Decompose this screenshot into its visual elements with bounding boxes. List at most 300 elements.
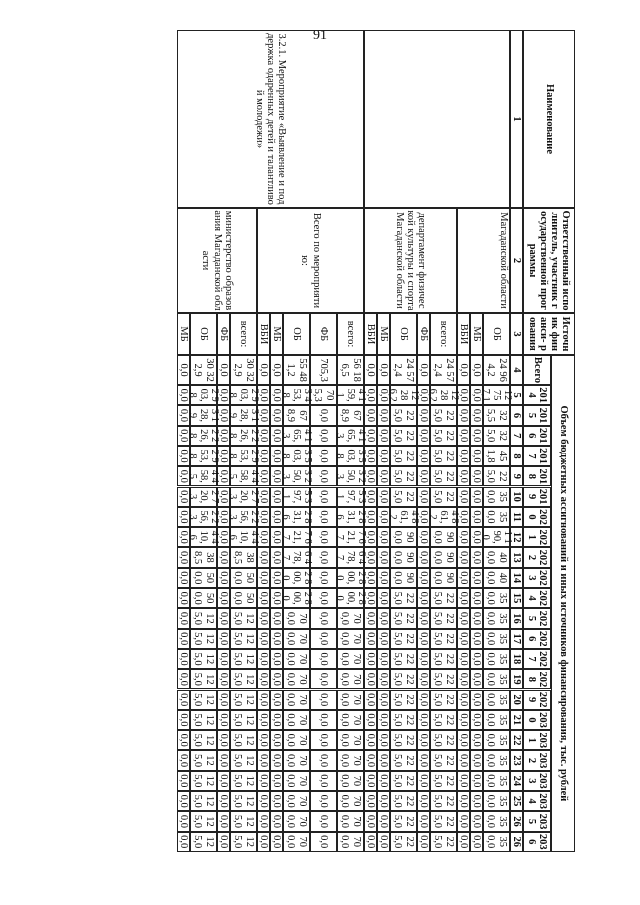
year-value-cell: 0,0	[177, 629, 190, 649]
col-number-7: 7	[510, 426, 523, 446]
year-value-cell: 0,0	[217, 487, 230, 507]
year-value-cell: 0,0	[217, 608, 230, 628]
col-number-22: 22	[510, 730, 523, 750]
year-value-cell: 0,0	[177, 750, 190, 770]
header-executor: Ответственный исполнитель, участник государственной программы	[523, 208, 575, 313]
col-number-16: 16	[510, 608, 523, 628]
year-value-cell: 0,0	[217, 791, 230, 811]
year-value-cell: 0,0	[217, 588, 230, 608]
year-value-cell: 0,0	[417, 832, 430, 852]
year-value-cell: 0,0	[457, 527, 470, 547]
year-value-cell: 0,0	[457, 730, 470, 750]
year-value-cell: 0,0	[257, 791, 270, 811]
year-value-cell: 0,0	[364, 791, 377, 811]
year-value-cell: 6 478,7	[337, 547, 364, 567]
year-value-cell: 225,0	[390, 710, 417, 730]
year-value-cell: 0,0	[417, 669, 430, 689]
year-value-cell: 0,0	[217, 750, 230, 770]
year-value-cell: 0,0	[270, 466, 283, 486]
year-value-cell: 0,0	[377, 791, 390, 811]
source-cell: ОБ	[390, 313, 417, 355]
year-value-cell: 0,0	[364, 608, 377, 628]
year-value-cell: 0,0	[177, 588, 190, 608]
source-cell: МБ	[470, 313, 483, 355]
year-value-cell: 0,0	[377, 811, 390, 831]
year-value-cell: 350,0	[483, 832, 510, 852]
year-value-cell: 0,0	[257, 730, 270, 750]
year-value-cell: 0,0	[177, 385, 190, 405]
total-cell: 24 572,4	[390, 355, 417, 385]
year-value-cell: 0,0	[310, 487, 337, 507]
year-value-cell: 0,0	[377, 547, 390, 567]
year-value-cell: 0,0	[257, 750, 270, 770]
year-value-cell: 0,0	[364, 385, 377, 405]
year-value-cell: 2 226,8	[190, 426, 217, 446]
year-value-cell: 225,0	[430, 669, 457, 689]
year-value-cell: 0,0	[310, 771, 337, 791]
name-cell-empty	[364, 30, 510, 208]
total-cell: 0,0	[457, 355, 470, 385]
year-value-cell: 0,0	[270, 507, 283, 527]
col-number-11: 11	[510, 507, 523, 527]
year-value-cell: 0,0	[310, 547, 337, 567]
year-value-cell: 0,0	[310, 608, 337, 628]
header-year-2032: 2032	[523, 750, 551, 770]
year-value-cell: 0,0	[257, 405, 270, 425]
year-value-cell: 3 453,8	[283, 385, 310, 405]
year-value-cell: 225,0	[390, 832, 417, 852]
year-value-cell: 0,0	[257, 446, 270, 466]
year-value-cell: 0,0	[417, 446, 430, 466]
year-value-cell: 0,0	[257, 690, 270, 710]
year-value-cell: 3 250,3	[337, 466, 364, 486]
year-value-cell: 0,0	[417, 426, 430, 446]
col-number-23: 23	[510, 750, 523, 770]
year-value-cell: 125,0	[230, 608, 257, 628]
source-cell: ФБ	[217, 313, 230, 355]
source-cell: ФБ	[417, 313, 430, 355]
year-value-cell: 0,0	[364, 507, 377, 527]
year-value-cell: 225,0	[430, 629, 457, 649]
year-value-cell: 0,0	[217, 466, 230, 486]
year-value-cell: 0,0	[364, 629, 377, 649]
year-value-cell: 350,0	[483, 690, 510, 710]
year-value-cell: 0,0	[177, 487, 190, 507]
year-value-cell: 350,0	[483, 608, 510, 628]
total-cell: 0,0	[217, 355, 230, 385]
year-value-cell: 900,0	[430, 547, 457, 567]
year-value-cell: 0,0	[377, 507, 390, 527]
year-value-cell: 125,0	[190, 811, 217, 831]
year-value-cell: 0,0	[417, 690, 430, 710]
col-number-27: 26	[510, 832, 523, 852]
year-value-cell: 0,0	[377, 710, 390, 730]
year-value-cell: 0,0	[457, 487, 470, 507]
year-value-cell: 700,0	[283, 832, 310, 852]
year-value-cell: 0,0	[470, 771, 483, 791]
year-value-cell: 0,0	[257, 710, 270, 730]
year-value-cell: 0,0	[417, 588, 430, 608]
year-value-cell: 4 159,1	[337, 385, 364, 405]
header-year-2029: 2029	[523, 690, 551, 710]
year-value-cell: 4 458,5	[230, 466, 257, 486]
year-value-cell: 0,0	[310, 629, 337, 649]
year-value-cell: 0,0	[257, 588, 270, 608]
year-value-cell: 125,0	[230, 629, 257, 649]
year-value-cell: 900,0	[390, 568, 417, 588]
year-value-cell: 0,0	[470, 507, 483, 527]
year-value-cell: 0,0	[377, 446, 390, 466]
year-value-cell: 0,0	[457, 750, 470, 770]
year-value-cell: 388,5	[230, 547, 257, 567]
year-value-cell: 0,0	[470, 629, 483, 649]
year-value-cell: 350,0	[483, 710, 510, 730]
year-value-cell: 0,0	[217, 710, 230, 730]
year-value-cell: 125,0	[190, 710, 217, 730]
year-value-cell: 700,0	[337, 771, 364, 791]
col-number-18: 18	[510, 649, 523, 669]
year-value-cell: 225,0	[430, 405, 457, 425]
year-value-cell: 225,0	[390, 608, 417, 628]
year-value-cell: 0,0	[257, 547, 270, 567]
year-value-cell: 0,0	[177, 426, 190, 446]
year-value-cell: 0,0	[470, 527, 483, 547]
year-value-cell: 0,0	[270, 426, 283, 446]
year-value-cell: 0,0	[364, 832, 377, 852]
year-value-cell: 0,0	[364, 811, 377, 831]
year-value-cell: 7 621,7	[283, 527, 310, 547]
year-value-cell: 125,0	[230, 811, 257, 831]
header-total: Всего	[523, 355, 551, 385]
year-value-cell: 0,0	[177, 811, 190, 831]
year-value-cell: 0,0	[177, 527, 190, 547]
col-number-6: 6	[510, 405, 523, 425]
header-year-2028: 2028	[523, 669, 551, 689]
source-cell: ВБИ	[257, 313, 270, 355]
year-value-cell: 350,0	[483, 649, 510, 669]
year-value-cell: 0,0	[257, 466, 270, 486]
year-value-cell: 700,0	[337, 791, 364, 811]
year-value-cell: 350,0	[483, 507, 510, 527]
year-value-cell: 0,0	[377, 690, 390, 710]
source-cell: ВБИ	[364, 313, 377, 355]
year-value-cell: 0,0	[177, 690, 190, 710]
year-value-cell: 4 410,6	[230, 527, 257, 547]
year-value-cell: 2 831,6	[337, 507, 364, 527]
year-value-cell: 0,0	[217, 690, 230, 710]
executor-cell: департамент физической культуры и спорта Магаданской области	[364, 208, 457, 313]
year-value-cell: 0,0	[177, 608, 190, 628]
year-value-cell: 0,0	[310, 568, 337, 588]
year-value-cell: 0,0	[217, 811, 230, 831]
year-value-cell: 125,0	[190, 832, 217, 852]
year-value-cell: 700,0	[283, 791, 310, 811]
year-value-cell: 0,0	[310, 588, 337, 608]
year-value-cell: 0,0	[470, 710, 483, 730]
year-value-cell: 0,0	[417, 527, 430, 547]
year-value-cell: 0,0	[270, 832, 283, 852]
year-value-cell: 0,0	[364, 466, 377, 486]
year-value-cell: 700,0	[283, 811, 310, 831]
year-value-cell: 0,0	[364, 588, 377, 608]
year-value-cell: 0,0	[457, 771, 470, 791]
year-value-cell: 0,0	[417, 466, 430, 486]
source-cell: ФБ	[310, 313, 337, 355]
year-value-cell: 0,0	[470, 568, 483, 588]
year-value-cell: 225,0	[430, 750, 457, 770]
year-value-cell: 0,0	[457, 710, 470, 730]
year-value-cell: 4 165,3	[283, 426, 310, 446]
year-value-cell: 700,0	[337, 710, 364, 730]
year-value-cell: 0,0	[377, 750, 390, 770]
year-value-cell: 125,0	[230, 750, 257, 770]
year-value-cell: 0,0	[417, 730, 430, 750]
source-cell: МБ	[177, 313, 190, 355]
year-value-cell: 6 478,7	[283, 547, 310, 567]
year-value-cell: 225,0	[390, 446, 417, 466]
year-value-cell: 0,0	[257, 487, 270, 507]
year-value-cell: 225,0	[430, 771, 457, 791]
year-value-cell: 2 800,0	[337, 568, 364, 588]
col-number-25: 25	[510, 791, 523, 811]
year-value-cell: 0,0	[217, 832, 230, 852]
header-year-2035: 2035	[523, 811, 551, 831]
year-value-cell: 0,0	[257, 629, 270, 649]
year-value-cell: 0,0	[270, 669, 283, 689]
year-value-cell: 0,0	[310, 466, 337, 486]
year-value-cell: 125,0	[190, 690, 217, 710]
year-value-cell: 0,0	[470, 791, 483, 811]
year-value-cell: 225,0	[430, 487, 457, 507]
year-value-cell: 0,0	[457, 832, 470, 852]
year-value-cell: 0,0	[377, 629, 390, 649]
header-name: Наименование	[523, 30, 575, 208]
year-value-cell: 900,0	[390, 547, 417, 567]
year-value-cell: 4 861,2	[390, 507, 417, 527]
year-value-cell: 225,0	[430, 690, 457, 710]
year-value-cell: 0,0	[310, 710, 337, 730]
year-value-cell: 0,0	[470, 588, 483, 608]
year-value-cell: 0,0	[470, 446, 483, 466]
year-value-cell: 225,0	[430, 832, 457, 852]
col-number-4: 4	[510, 355, 523, 385]
header-year-2031: 2031	[523, 730, 551, 750]
year-value-cell: 0,0	[177, 649, 190, 669]
year-value-cell: 0,0	[310, 426, 337, 446]
year-value-cell: 0,0	[270, 405, 283, 425]
total-cell: 0,0	[417, 355, 430, 385]
year-value-cell: 0,0	[217, 629, 230, 649]
year-value-cell: 2 903,8	[190, 385, 217, 405]
year-value-cell: 225,0	[390, 588, 417, 608]
col-number-17: 17	[510, 629, 523, 649]
year-value-cell: 0,0	[470, 669, 483, 689]
year-value-cell: 0,0	[457, 385, 470, 405]
year-value-cell: 4 458,5	[190, 466, 217, 486]
year-value-cell: 0,0	[364, 710, 377, 730]
year-value-cell: 0,0	[417, 547, 430, 567]
year-value-cell: 700,0	[337, 832, 364, 852]
year-value-cell: 0,0	[310, 446, 337, 466]
year-value-cell: 0,0	[470, 690, 483, 710]
year-value-cell: 225,0	[390, 750, 417, 770]
year-value-cell: 700,0	[283, 710, 310, 730]
year-value-cell: 0,0	[470, 466, 483, 486]
year-value-cell: 0,0	[377, 649, 390, 669]
year-value-cell: 3 128,9	[190, 405, 217, 425]
header-year-2030: 2030	[523, 710, 551, 730]
year-value-cell: 0,0	[457, 446, 470, 466]
year-value-cell: 4 165,3	[337, 426, 364, 446]
year-value-cell: 350,0	[483, 588, 510, 608]
year-value-cell: 0,0	[217, 669, 230, 689]
year-value-cell: 0,0	[364, 405, 377, 425]
year-value-cell: 0,0	[310, 832, 337, 852]
year-value-cell: 225,0	[390, 629, 417, 649]
year-value-cell: 0,0	[177, 446, 190, 466]
year-value-cell: 0,0	[417, 608, 430, 628]
year-value-cell: 7 621,7	[337, 527, 364, 547]
year-value-cell: 125,0	[190, 730, 217, 750]
year-value-cell: 678,9	[283, 405, 310, 425]
year-value-cell: 225,0	[430, 466, 457, 486]
year-value-cell: 700,0	[283, 771, 310, 791]
year-value-cell: 350,0	[483, 811, 510, 831]
year-value-cell: 0,0	[377, 405, 390, 425]
col-number-1: 1	[510, 30, 523, 208]
year-value-cell: 2 953,8	[230, 446, 257, 466]
year-value-cell: 0,0	[457, 568, 470, 588]
year-value-cell: 3 128,9	[230, 405, 257, 425]
year-value-cell: 0,0	[177, 547, 190, 567]
year-value-cell: 0,0	[457, 547, 470, 567]
year-value-cell: 0,0	[417, 750, 430, 770]
header-year-2017: 2017	[523, 446, 551, 466]
header-year-2026: 2026	[523, 629, 551, 649]
year-value-cell: 700,0	[337, 669, 364, 689]
year-value-cell: 0,0	[257, 385, 270, 405]
total-cell: 30 322,9	[190, 355, 217, 385]
year-value-cell: 0,0	[310, 811, 337, 831]
header-year-2014: 2014	[523, 385, 551, 405]
year-value-cell: 225,0	[390, 487, 417, 507]
total-cell: 24 964,2	[483, 355, 510, 385]
year-value-cell: 0,0	[177, 832, 190, 852]
year-value-cell: 0,0	[270, 750, 283, 770]
page-number: 91	[313, 28, 327, 43]
year-value-cell: 700,0	[283, 669, 310, 689]
year-value-cell: 700,0	[337, 690, 364, 710]
header-year-2019: 2019	[523, 487, 551, 507]
year-value-cell: 325,5	[483, 405, 510, 425]
year-value-cell: 0,0	[270, 385, 283, 405]
year-value-cell: 0,0	[177, 466, 190, 486]
year-value-cell: 225,0	[390, 771, 417, 791]
year-value-cell: 12 757,1	[483, 385, 510, 405]
year-value-cell: 125,0	[230, 730, 257, 750]
year-value-cell: 225,0	[390, 466, 417, 486]
year-value-cell: 0,0	[257, 568, 270, 588]
year-value-cell: 0,0	[217, 568, 230, 588]
year-value-cell: 0,0	[417, 568, 430, 588]
col-number-8: 8	[510, 446, 523, 466]
year-value-cell: 0,0	[270, 487, 283, 507]
year-value-cell: 0,0	[470, 405, 483, 425]
year-value-cell: 125,0	[190, 791, 217, 811]
source-cell: всего:	[337, 313, 364, 355]
header-year-2036: 2036	[523, 832, 551, 852]
year-value-cell: 0,0	[457, 629, 470, 649]
header-year-2024: 2024	[523, 588, 551, 608]
total-cell: 0,0	[364, 355, 377, 385]
col-number-2: 2	[510, 208, 523, 313]
year-value-cell: 0,0	[470, 487, 483, 507]
year-value-cell: 125,0	[230, 771, 257, 791]
year-value-cell: 0,0	[417, 791, 430, 811]
year-value-cell: 2 903,8	[230, 385, 257, 405]
year-value-cell: 0,0	[177, 405, 190, 425]
year-value-cell: 225,0	[390, 426, 417, 446]
year-value-cell: 0,0	[270, 730, 283, 750]
year-value-cell: 2 800,0	[283, 588, 310, 608]
col-number-13: 13	[510, 547, 523, 567]
year-value-cell: 3 250,3	[283, 466, 310, 486]
year-value-cell: 350,0	[483, 730, 510, 750]
year-value-cell: 0,0	[310, 750, 337, 770]
year-value-cell: 0,0	[310, 507, 337, 527]
year-value-cell: 700,0	[337, 649, 364, 669]
year-value-cell: 700,0	[283, 629, 310, 649]
year-value-cell: 225,0	[390, 690, 417, 710]
year-value-cell: 0,0	[470, 608, 483, 628]
header-source: Источник финанси- рования	[523, 313, 575, 355]
col-number-15: 15	[510, 588, 523, 608]
year-value-cell: 125,0	[230, 690, 257, 710]
year-value-cell: 700,0	[283, 608, 310, 628]
year-value-cell: 0,0	[417, 710, 430, 730]
year-value-cell: 0,0	[417, 771, 430, 791]
year-value-cell: 0,0	[177, 568, 190, 588]
year-value-cell: 0,0	[270, 568, 283, 588]
col-number-10: 10	[510, 487, 523, 507]
year-value-cell: 225,0	[390, 730, 417, 750]
total-cell: 56 186,5	[337, 355, 364, 385]
header-year-2020: 2020	[523, 507, 551, 527]
year-value-cell: 5 397,1	[337, 487, 364, 507]
year-value-cell: 0,0	[257, 811, 270, 831]
year-value-cell: 350,0	[483, 791, 510, 811]
year-value-cell: 0,0	[417, 385, 430, 405]
header-year-2027: 2027	[523, 649, 551, 669]
year-value-cell: 2 226,8	[230, 426, 257, 446]
year-value-cell: 125,0	[230, 649, 257, 669]
year-value-cell: 325,0	[483, 426, 510, 446]
year-value-cell: 225,0	[430, 608, 457, 628]
year-value-cell: 350,0	[483, 669, 510, 689]
year-value-cell: 0,0	[470, 426, 483, 446]
year-value-cell: 125,0	[190, 669, 217, 689]
year-value-cell: 0,0	[217, 649, 230, 669]
year-value-cell: 0,0	[364, 771, 377, 791]
source-cell: ОБ	[190, 313, 217, 355]
year-value-cell: 0,0	[377, 466, 390, 486]
year-value-cell: 0,0	[217, 730, 230, 750]
year-value-cell: 0,0	[364, 649, 377, 669]
year-value-cell: 0,0	[257, 832, 270, 852]
year-value-cell: 0,0	[377, 608, 390, 628]
year-value-cell: 225,0	[390, 669, 417, 689]
year-value-cell: 125,0	[230, 791, 257, 811]
